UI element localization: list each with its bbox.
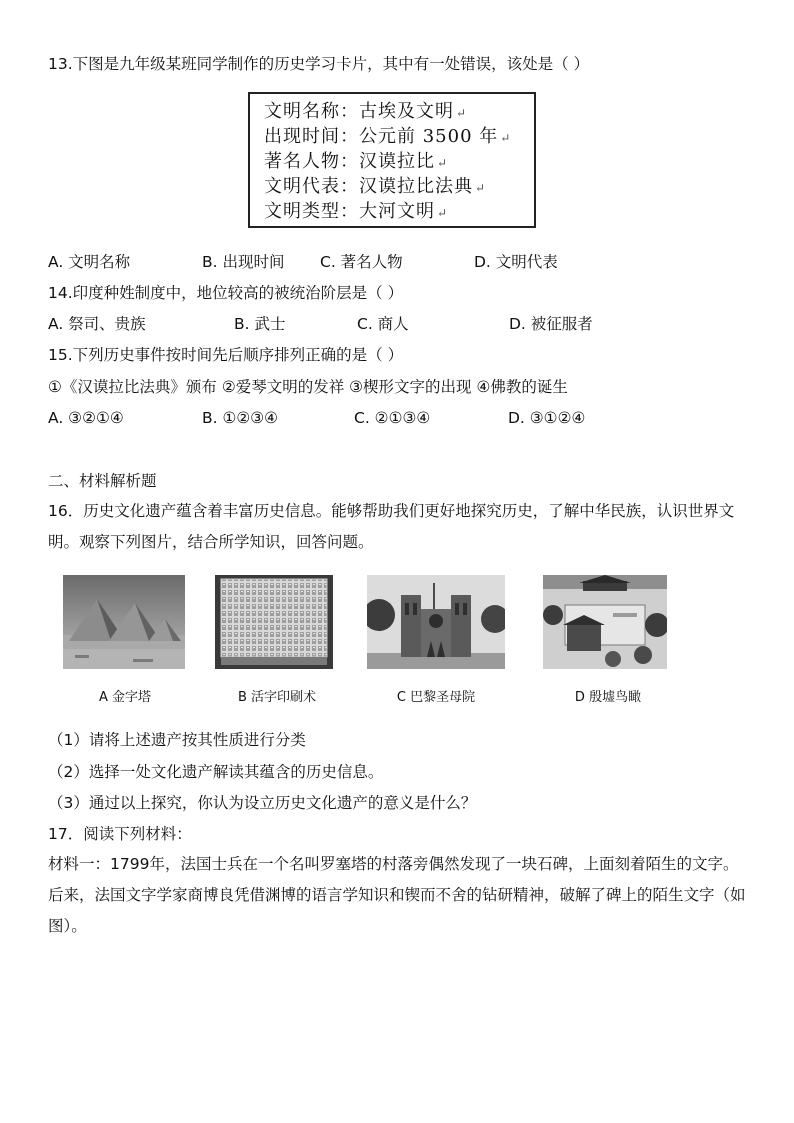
q13-option-c: C. 著名人物 (320, 253, 403, 271)
q14-stem: 14.印度种姓制度中，地位较高的被统治阶层是（ ） (48, 284, 404, 302)
q15-events: ①《汉谟拉比法典》颁布 ②爱琴文明的发祥 ③楔形文字的出现 ④佛教的诞生 (48, 378, 568, 396)
caption-b: B 活字印刷术 (237, 690, 317, 705)
return-mark-icon: ↵ (500, 131, 512, 145)
q14-option-a: A. 祭司、贵族 (48, 315, 146, 333)
return-mark-icon: ↵ (456, 106, 468, 120)
q13-option-b: B. 出现时间 (202, 253, 285, 271)
card-line-4: 文明代表：汉谟拉比法典 ↵ (264, 176, 487, 197)
q14-option-c: C. 商人 (357, 315, 409, 333)
return-mark-icon: ↵ (437, 156, 449, 170)
q15-option-d: D. ③①②④ (508, 409, 586, 427)
card-line-2: 出现时间：公元前 3500 年 ↵ (264, 126, 512, 147)
pyramids-photo (63, 575, 185, 669)
section-title: 二、材料解析题 (48, 472, 157, 490)
yin-ruins-photo (543, 575, 667, 669)
q13-option-a: A. 文明名称 (48, 253, 131, 271)
q13-option-d: D. 文明代表 (474, 253, 558, 271)
q14-option-b: B. 武士 (234, 315, 286, 333)
q15-option-c: C. ②①③④ (354, 409, 431, 427)
q17-material-1: 材料一：1799年，法国士兵在一个名叫罗塞塔的村落旁偶然发现了一块石碑，上面刻着陌生的文字。后来，法国文字学家商博良凭借渊博的语言学知识和锲而不舍的钻研精神，破解了碑上的陌生文字（如图）。 (48, 855, 746, 935)
q16-sub-2: （2）选择一处文化遗产解读其蕴含的历史信息。 (48, 763, 384, 781)
card-line-1: 文明名称：古埃及文明 ↵ (264, 101, 468, 122)
q16-sub-1: （1）请将上述遗产按其性质进行分类 (48, 731, 306, 749)
q17-stem: 17．阅读下列材料： (48, 825, 192, 843)
return-mark-icon: ↵ (437, 206, 449, 220)
card-line-5: 文明类型：大河文明 ↵ (264, 201, 449, 222)
caption-a: A 金字塔 (98, 690, 152, 705)
q13-stem: 13.下图是九年级某班同学制作的历史学习卡片，其中有一处错误，该处是（ ） (48, 55, 590, 73)
q15-stem: 15.下列历史事件按时间先后顺序排列正确的是（ ） (48, 346, 404, 364)
notre-dame-photo (367, 575, 505, 669)
return-mark-icon: ↵ (475, 181, 487, 195)
card-line-3: 著名人物：汉谟拉比 ↵ (264, 151, 449, 172)
caption-d: D 殷墟鸟瞰 (574, 690, 642, 705)
caption-c: C 巴黎圣母院 (396, 690, 476, 705)
q15-option-a: A. ③②①④ (48, 409, 124, 427)
q16-sub-3: （3）通过以上探究，你认为设立历史文化遗产的意义是什么？ (48, 794, 477, 812)
q14-option-d: D. 被征服者 (509, 315, 593, 333)
history-study-card (248, 92, 536, 228)
movable-type-photo (215, 575, 333, 669)
q15-option-b: B. ①②③④ (202, 409, 279, 427)
q16-stem: 16．历史文化遗产蕴含着丰富历史信息。能够帮助我们更好地探究历史，了解中华民族，认识世界文明。观察下列图片，结合所学知识，回答问题。 (48, 502, 735, 551)
